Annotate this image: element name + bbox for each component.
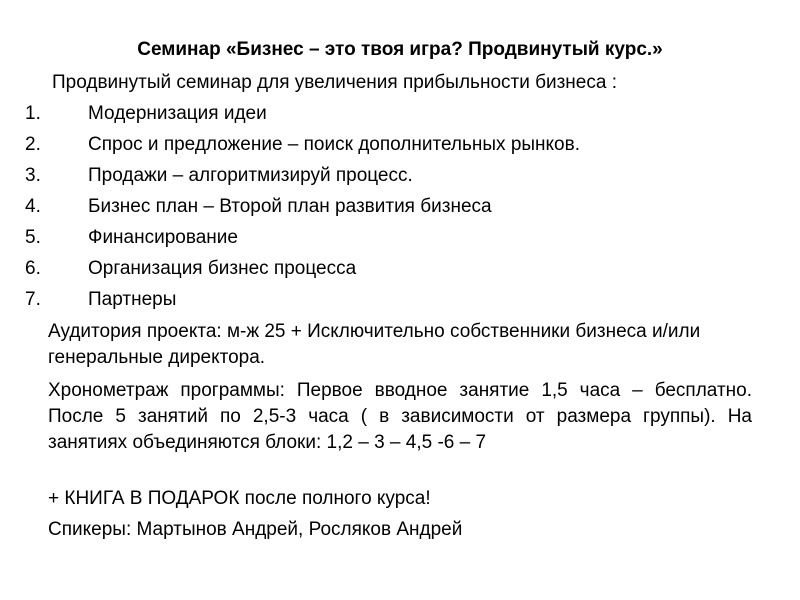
subtitle: Продвинутый семинар для увеличения прибыльности бизнеса :	[52, 72, 617, 93]
audience-paragraph: Аудитория проекта: м-ж 25 + Исключительно собственники бизнеса и/или генеральные директора.	[48, 321, 701, 368]
list-item-text: Продажи – алгоритмизируй процесс.	[88, 165, 413, 186]
list-item-text: Партнеры	[88, 289, 177, 310]
list-item-text: Организация бизнес процесса	[88, 258, 357, 279]
gift-paragraph: + КНИГА В ПОДАРОК после полного курса!	[48, 488, 431, 509]
list-item-number: 6.	[25, 258, 41, 279]
list-item-text: Модернизация идеи	[88, 103, 267, 124]
program-list	[25, 102, 580, 319]
list-item-text: Бизнес план – Второй план развития бизнеса	[88, 196, 492, 217]
list-item	[25, 288, 580, 319]
page-title: Семинар «Бизнес – это твоя игра? Продвинутый курс.»	[137, 39, 663, 60]
list-item-number: 4.	[25, 196, 41, 217]
timing-paragraph: Хронометраж программы: Первое вводное занятие 1,5 часа – бесплатно. После 5 занятий по 2,5-3 часа ( в зависимости от размера группы). На занятиях объединяются блоки: 1,2 – 3 – 4,5 -6 – 7	[48, 380, 752, 453]
speakers-paragraph: Спикеры: Мартынов Андрей, Росляков Андрей	[48, 519, 463, 540]
list-item-number: 3.	[25, 165, 41, 186]
list-item-text: Спрос и предложение – поиск дополнительных рынков.	[88, 134, 580, 155]
list-item	[25, 133, 580, 164]
list-item-number: 1.	[25, 103, 41, 124]
list-item	[25, 226, 580, 257]
list-item-text: Финансирование	[88, 227, 238, 248]
list-item	[25, 195, 580, 226]
list-item	[25, 257, 580, 288]
list-item	[25, 164, 580, 195]
list-item-number: 7.	[25, 289, 41, 310]
list-item-number: 5.	[25, 227, 41, 248]
list-item	[25, 102, 580, 133]
list-item-number: 2.	[25, 134, 41, 155]
